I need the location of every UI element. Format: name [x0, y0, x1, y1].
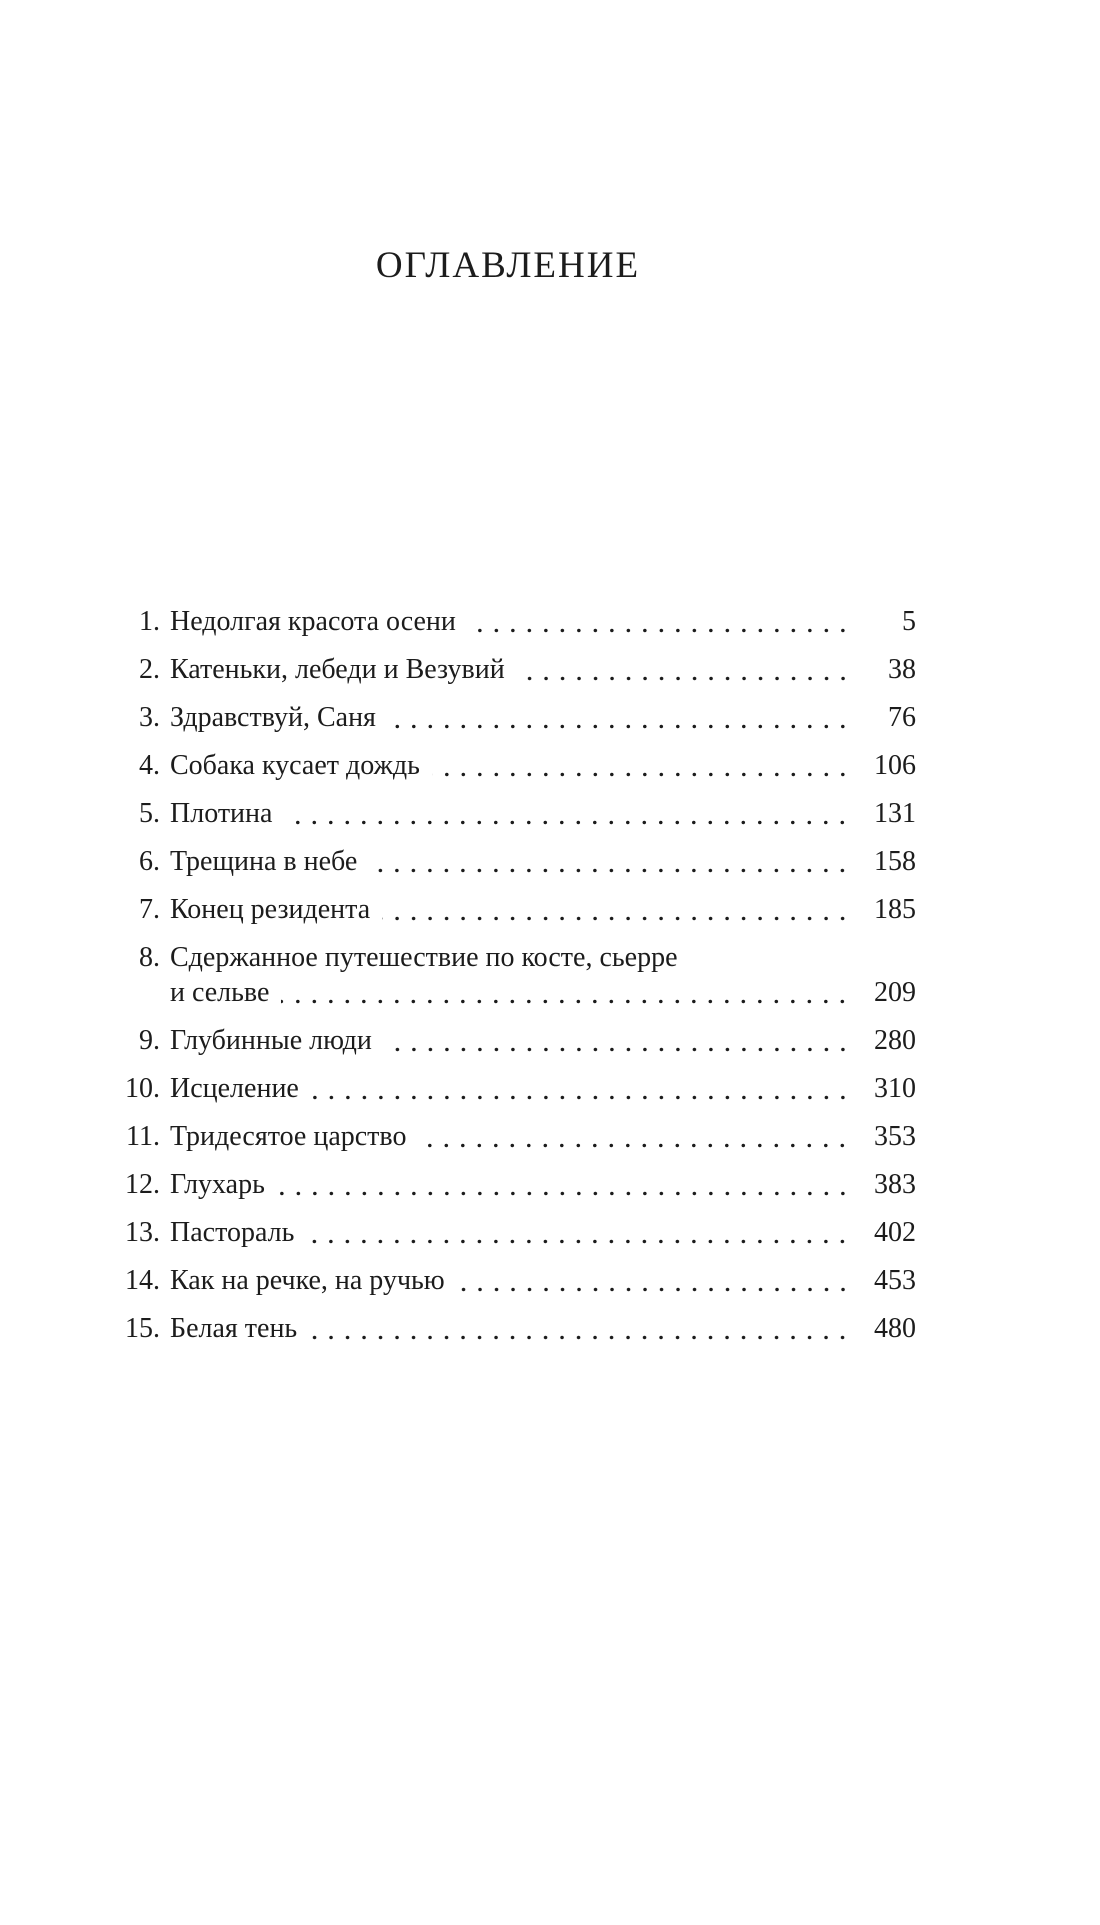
leader-dots [284, 796, 854, 831]
entry-page: 38 [888, 654, 916, 685]
entry-number: 8. [139, 942, 160, 973]
entry-number: 9. [139, 1025, 160, 1056]
entry-title: Белая тень [170, 1313, 298, 1344]
entry-page: 131 [874, 798, 916, 829]
toc-entry [100, 796, 916, 831]
leader-dots [311, 1071, 854, 1106]
leader-dots [388, 700, 854, 735]
entry-page: 185 [874, 894, 916, 925]
entry-page: 76 [888, 702, 916, 733]
entry-number: 6. [139, 846, 160, 877]
entry-page: 310 [874, 1073, 916, 1104]
leader-dots [517, 652, 854, 687]
entry-number: 5. [139, 798, 160, 829]
entry-title: Сдержанное путешествие по косте, сьерре [170, 942, 678, 973]
toc-heading: ОГЛАВЛЕНИЕ [375, 245, 641, 286]
entry-title: Недолгая красота осени [170, 606, 456, 637]
entry-title-line-1 [160, 940, 916, 975]
leader-dots [277, 1167, 854, 1202]
entry-number: 1. [139, 606, 160, 637]
leader-dots [468, 604, 854, 639]
entry-number: 10. [125, 1073, 160, 1104]
entry-number: 13. [125, 1217, 160, 1248]
entry-page: 453 [874, 1265, 916, 1296]
toc-entry [100, 844, 916, 879]
entry-title: Тридесятое царство [170, 1121, 407, 1152]
toc-entry [100, 1311, 916, 1346]
entry-title: Глухарь [170, 1169, 265, 1200]
entry-number: 15. [125, 1313, 160, 1344]
entry-number: 14. [125, 1265, 160, 1296]
entry-number: 11. [126, 1121, 160, 1152]
entry-title: Пастораль [170, 1217, 295, 1248]
entry-number: 3. [139, 702, 160, 733]
entry-page: 106 [874, 750, 916, 781]
leader-dots [306, 1215, 854, 1250]
toc-entry [100, 1263, 916, 1298]
entry-title: Собака кусает дождь [170, 750, 420, 781]
entry-title: Катеньки, лебеди и Везувий [170, 654, 505, 685]
toc-entry [100, 940, 916, 1010]
toc-content [100, 243, 916, 1346]
entry-number: 12. [125, 1169, 160, 1200]
entry-title: Здравствуй, Саня [170, 702, 376, 733]
toc-entry [100, 1215, 916, 1250]
entry-title-line-2 [160, 975, 916, 1010]
entry-page: 402 [874, 1217, 916, 1248]
toc-entry [100, 700, 916, 735]
toc-entry [100, 1071, 916, 1106]
entry-title: Исцеление [170, 1073, 299, 1104]
entry-number: 2. [139, 654, 160, 685]
leader-dots [432, 748, 854, 783]
entry-page: 383 [874, 1169, 916, 1200]
entry-page: 5 [902, 606, 916, 637]
entry-page: 209 [874, 977, 916, 1008]
entry-page: 158 [874, 846, 916, 877]
entry-two-line-body [160, 940, 916, 1010]
entry-title: Плотина [170, 798, 273, 829]
entry-number: 7. [139, 894, 160, 925]
leader-dots [418, 1119, 854, 1154]
toc-entry [100, 748, 916, 783]
leader-dots [281, 975, 854, 1010]
leader-dots [382, 892, 854, 927]
entry-page: 480 [874, 1313, 916, 1344]
entry-title: Глубинные люди [170, 1025, 372, 1056]
entry-title: Как на речке, на ручью [170, 1265, 445, 1296]
toc-entry [100, 604, 916, 639]
leader-dots [369, 844, 854, 879]
entry-page: 280 [874, 1025, 916, 1056]
entry-page: 353 [874, 1121, 916, 1152]
toc-list [100, 604, 916, 1346]
leader-dots [457, 1263, 854, 1298]
entry-title-continuation: и сельве [170, 977, 270, 1008]
toc-entry [100, 892, 916, 927]
entry-number: 4. [139, 750, 160, 781]
toc-entry [100, 652, 916, 687]
toc-entry [100, 1023, 916, 1058]
entry-title: Конец резидента [170, 894, 371, 925]
toc-entry [100, 1119, 916, 1154]
toc-entry [100, 1167, 916, 1202]
entry-title: Трещина в небе [170, 846, 358, 877]
leader-dots [384, 1023, 854, 1058]
leader-dots [309, 1311, 854, 1346]
